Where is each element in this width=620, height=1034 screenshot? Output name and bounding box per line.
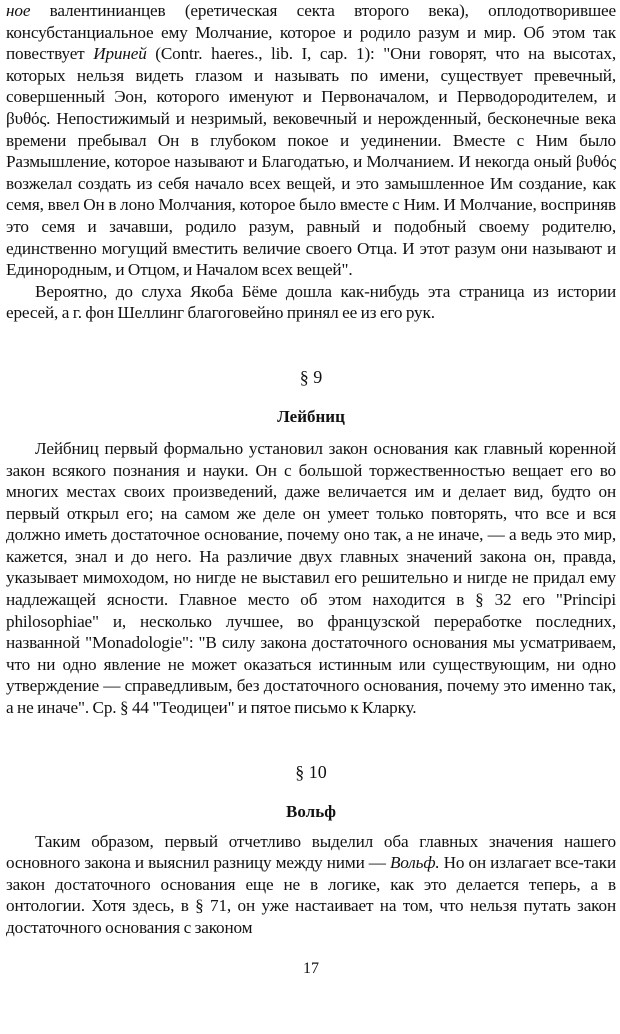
paragraph-text: Но он излагает все-таки закон достаточного основания еще не в логике, как это делается теперь, а в онтологии. Хотя здесь, в § 71, он уже настаивает на том, что нельзя путать закон достаточного основания с законом (6, 853, 616, 937)
section-9-title: Лейбниц (277, 406, 345, 426)
paragraph-text: (Contr. haeres., lib. I, cap. 1): "Они говорят, что на высотах, которых нельзя видеть глазом и называть по имени, существует превечный, совершенный Эон, которого именуют и Первоначалом, и Перводородителем, и βυθός. Непостижимый и незримый, вековечный и нерожденный, бесконечные века времени пребывал Он в глубоком покое и уединении. Вместе с Ним было Размышление, которое называют и Благодатью, и Молчанием. И некогда оный βυθός возжелал создать из себя начало всех вещей, и это замышленное Им создание, как семя, ввел Он в лоно Молчания, которое было вместе с Ним. И Молчание, восприняв это семя и зачавши, родило разум, равный и подобный своему родителю, единственно могущий вместить величие своего Отца. И этот разум они называют и Единородным, и Отцом, и Началом всех вещей". (6, 44, 616, 280)
paragraph-text: Таким образом, первый отчетливо выделил оба главных значения нашего основного закона и выяснил разницу между ними — (6, 831, 616, 873)
section-10-number: § 10 (295, 761, 327, 782)
wolff-name: Вольф. (389, 853, 440, 873)
paragraph-leibniz: Лейбниц первый формально установил закон основания как главный коренной закон всякого познания и науки. Он с большой торжественностью вещает его во многих местах своих произведений, даже величается им и делает вид, будто он первый открыл его; на самом же деле он умеет только повторять, что все и вся должно иметь достаточное основание, почему оно так, а не иначе, — а ведь это мир, кажется, знал и до него. На различие двух главных значений закона он, правда, указывает мимоходом, но нигде не выставил его решительно и нигде не придал ему надлежащей ясности. Главное место об этом находится в § 32 его "Principi philosophiae" и, несколько лучшее, во французской переработке последних, названной "Monadologie": "В силу закона достаточного основания мы усматриваем, что ни одно явление не может оказаться истинным или существующим, ни одно утверждение — справедливым, без достаточного основания, почему это именно так, а не иначе". Ср. § 44 "Теодицеи" и пятое письмо к Кларку. (6, 438, 616, 718)
book-page (6, 0, 616, 979)
lead-italic-word: ное (6, 1, 31, 20)
irenaeus-name: Ириней (93, 44, 147, 64)
paragraph-text: валентинианцев (еретическая секта второго века), оплодотворившее консубстанциальное ему Молчание, которое и родило разум и мир. Об этом так повествует (6, 1, 616, 64)
paragraph-wolff (6, 831, 616, 939)
section-10-title: Вольф (286, 801, 336, 821)
paragraph-valentinians (6, 0, 616, 281)
paragraph-boehme: Вероятно, до слуха Якоба Бёме дошла как-нибудь эта страница из истории ересей, а г. фон Шеллинг благоговейно принял ее из его рук. (6, 281, 616, 323)
page-number: 17 (303, 959, 319, 977)
section-9-number: § 9 (299, 366, 323, 387)
